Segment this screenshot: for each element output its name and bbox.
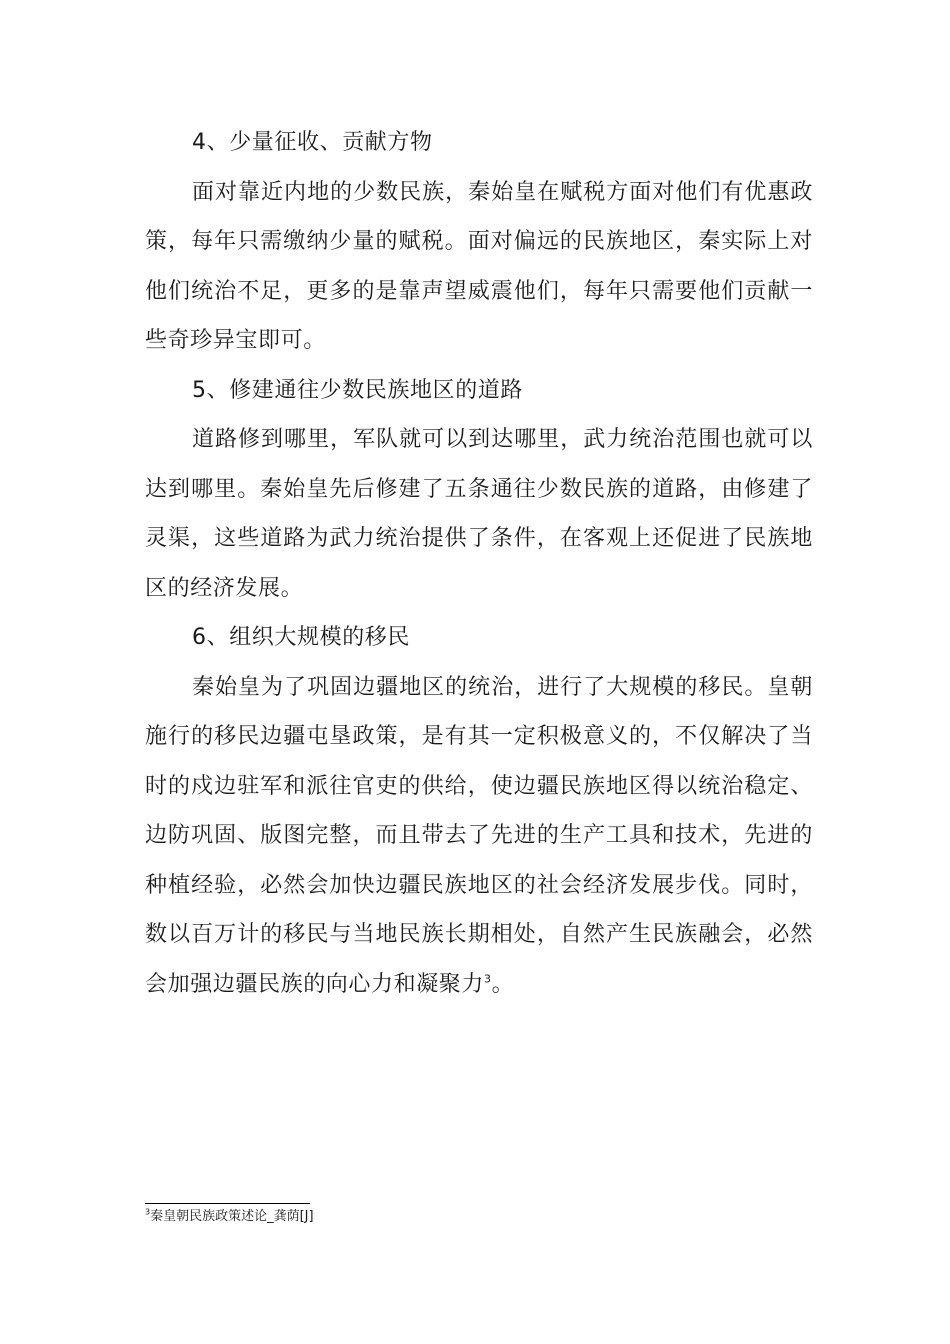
section-heading-4: 4、少量征收、贡献方物 xyxy=(192,130,433,155)
section-paragraph-5: 道路修到哪里，军队就可以到达哪里，武力统治范围也就可以达到哪里。秦始皇先后修建了五条通往少数民族的道路，由修建了灵渠，这些道路为武力统治提供了条件，在客观上还促进了民族地区的经济发展。 xyxy=(145,427,813,601)
footnote xyxy=(145,1208,314,1226)
body-text xyxy=(145,118,813,1009)
footnote-divider xyxy=(145,1203,310,1204)
section-paragraph-6 xyxy=(145,663,813,1010)
paragraph-text: 秦始皇为了巩固边疆地区的统治，进行了大规模的移民。皇朝施行的移民边疆屯垦政策，是有其一定积极意义的，不仅解决了当时的戍边驻军和派往官吏的供给，使边疆民族地区得以统治稳定、边防巩固、版图完整，而且带去了先进的生产工具和技术，先进的种植经验，必然会加快边疆民族地区的社会经济发展步伐。同时，数以百万计的移民与当地民族长期相处，自然产生民族融会，必然会加强边疆民族的向心力和凝聚力 xyxy=(145,674,813,997)
footnote-number: 3 xyxy=(145,1207,151,1217)
section-heading-5: 5、修建通往少数民族地区的道路 xyxy=(192,377,523,403)
section-heading-6: 6、组织大规模的移民 xyxy=(192,625,410,650)
footnote-reference[interactable]: 3 xyxy=(484,972,492,986)
footnote-text: 秦皇朝民族政策述论_龚荫[J] xyxy=(150,1209,314,1224)
paragraph-end: 。 xyxy=(491,971,515,997)
section-paragraph-4: 面对靠近内地的少数民族，秦始皇在赋税方面对他们有优惠政策，每年只需缴纳少量的赋税。面对偏远的民族地区，秦实际上对他们统治不足，更多的是靠声望威震他们，每年只需要他们贡献一些奇珍异宝即可。 xyxy=(145,179,813,353)
